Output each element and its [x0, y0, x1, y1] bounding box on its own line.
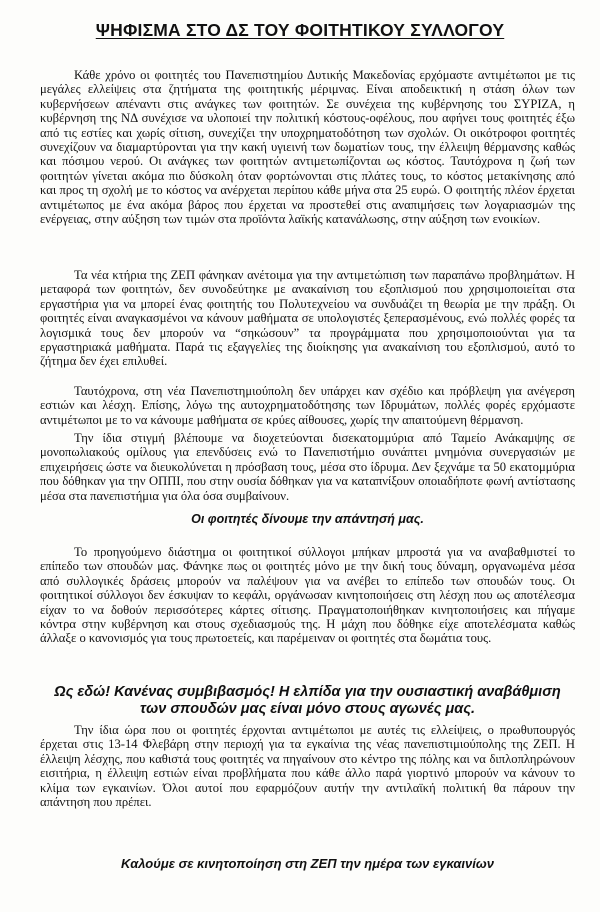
- document-title: ΨΗΦΙΣΜΑ ΣΤΟ ΔΣ ΤΟΥ ΦΟΙΤΗΤΙΚΟΥ ΣΥΛΛΟΓΟΥ: [95, 20, 505, 40]
- paragraph-6: Την ίδια ώρα που οι φοιτητές έρχονται αντιμέτωποι με αυτές τις ελλείψεις, ο πρωθυπουργός έρχεται στις 13-14 Φλεβάρη στην περιοχή για τα εγκαίνια της νέας πανεπιστιμιούπολης της ΖΕΠ. Η έλλειψη λέσχης, που καθιστά τους φοιτητές να πηγαίνουν στο κέντρο της πόλης και να διπλοπληρώνουν εισιτήρια, η έλλειψη εστιών είναι προβλήματα που κάθε άλλο παρά γιορτινό μπορούν να κάνουν το κλίμα των εγκαινίων. Όλοι αυτοί που εφαρμόζουν αυτήν την αντιλαϊκή πολιτική θα πάρουν την απάντηση που πρέπει.: [40, 723, 575, 810]
- paragraph-3: Ταυτόχρονα, στη νέα Πανεπιστημιούπολη δεν υπάρχει καν σχέδιο και πρόβλεψη για ανέγερση εστιών και λέσχη. Επίσης, λόγω της αυτοχρηματοδότησης των Ιδρυμάτων, πολλές φορές ερχόμαστε αντιμέτωποι με το να κάνουμε μαθήματα σε κρύες αίθουσες, χωρίς την απαιτούμενη θέρμανση.: [40, 384, 575, 427]
- paragraph-1: Κάθε χρόνο οι φοιτητές του Πανεπιστημίου Δυτικής Μακεδονίας ερχόμαστε αντιμέτωποι με τις μεγάλες ελλείψεις στα ζητήματα της φοιτητικής μέριμνας. Είναι αποδεικτική η στάση όλων των κυβερνήσεων απέναντι στις ανάγκες των φοιτητών. Σε συνέχεια της κυβέρνησης του ΣΥΡΙΖΑ, η κυβέρνηση της ΝΔ συνέχισε να υλοποιεί την πολιτική κόστους-οφέλους, που αφήνει τους φοιτητές έξω από τις εστίες και χωρίς σίτιση, συνεχίζει την υποχρηματοδότηση των σχολών. Οι οικότροφοι φοιτητές συνεχίζουν να διαμαρτύρονται για την κακή υγιεινή των δωματίων τους, την έλλειψη θέρμανσης καθώς και πόσιμου νερού. Οι ανάγκες των φοιτητών αντιμετωπίζονται ως κόστος. Ταυτόχρονα η ζωή των φοιτητών γίνεται ακόμα πιο δύσκολη όταν φορτώνονται στις πλάτες τους, το κόστος μετακίνησης από και προς τη σχολή με το κόστος να ανέρχεται περίπου κάθε μήνα στα 25 ευρώ. Ο φοιτητής πλέον έρχεται αντιμέτωπος με ένα ακόμα βάρος που έρχεται να προστεθεί στις αναπιμήσεις των λογαριασμών της ενέργειας, στην αύξηση των τιμών στα προϊόντα λαϊκής κατανάλωσης, στην αύξηση των ενοικίων.: [40, 68, 575, 227]
- subheading-no-compromise: Ως εδώ! Κανένας συμβιβασμός! Η ελπίδα για την ουσιαστική αναβάθμιση των σπουδών μας είναι μόνο στους αγωνές μας.: [54, 684, 561, 717]
- paragraph-2: Τα νέα κτήρια της ΖΕΠ φάνηκαν ανέτοιμα για την αντιμετώπιση των παραπάνω προβλημάτων. Η μεταφορά των φοιτητών, δεν συνοδεύτηκε με ανακαίνιση του εξοπλισμού που χρησιμοποιείται στα εργαστήρια για να μπορεί ένας φοιτητής του Πολυτεχνείου να συνδυάζει τη θεωρία με την πράξη. Οι φοιτητές είναι αναγκασμένοι να κάνουν μαθήματα σε υπολογιστές ξεπερασμένους, ενώ πολλές φορές τα λογισμικά τους δεν μπορούν να “σηκώσουν” τα προγράμματα που χρησιμοποιούνται για τα εργαστηριακά μαθήματα. Παρά τις εξαγγελίες της διοίκησης για ανακαίνιση του εξοπλισμού, αυτό το ζήτημα δεν έχει επιλυθεί.: [40, 268, 575, 369]
- subheading-answer: Οι φοιτητές δίνουμε την απάντησή μας.: [191, 512, 424, 526]
- subheading-call-to-mobilize: Καλούμε σε κινητοποίηση στη ΖΕΠ την ημέρα των εγκαινίων: [121, 856, 494, 871]
- paragraph-4: Την ίδια στιγμή βλέπουμε να διοχετεύονται δισεκατομμύρια από Ταμείο Ανάκαμψης σε μονοπωλιακούς ομίλους για επενδύσεις ενώ το Πανεπιστήμιο συνάπτει μνημόνια συνεργασιών με επιχειρήσεις ώστε να διευκολύνεται η πρόσβαση τους, μέσα στο ίδρυμα. Δεν ξεχνάμε τα 50 εκατομμύρια που δόθηκαν για την ΟΠΠΙ, που στην ουσία δόθηκαν για να καταπνίξουν οποιαδήποτε φωνή αντίστασης μέσα στα πανεπιστήμια για όλα όσα συμβαίνουν.: [40, 431, 575, 503]
- paragraph-5: Το προηγούμενο διάστημα οι φοιτητικοί σύλλογοι μπήκαν μπροστά για να αναβαθμιστεί το επίπεδο των σπουδών μας. Φάνηκε πως οι φοιτητές μόνο με την δική τους δύναμη, οργανωμένα μέσα από συλλογικές δράσεις μπορούν να παλέψουν για να ανέβει το επίπεδο των σπουδών τους. Οι φοιτητικοί σύλλογοι δεν έσκυψαν το κεφάλι, οργάνωσαν κινητοποιήσεις στη λέσχη που ως αποτέλεσμα είχαν το να δοθούν περισσότερες κάρτες σίτισης. Πραγματοποιήθηκαν κινητοποιήσεις και πήγαμε κόντρα στην κυβέρνηση και στους σχεδιασμούς της. Η μάχη που δόθηκε είχε αποτελέσματα καθώς άλλαξε ο κανονισμός για τους πρωτοετείς, και παρέμειναν οι φοιτητές στα δωμάτια τους.: [40, 545, 575, 646]
